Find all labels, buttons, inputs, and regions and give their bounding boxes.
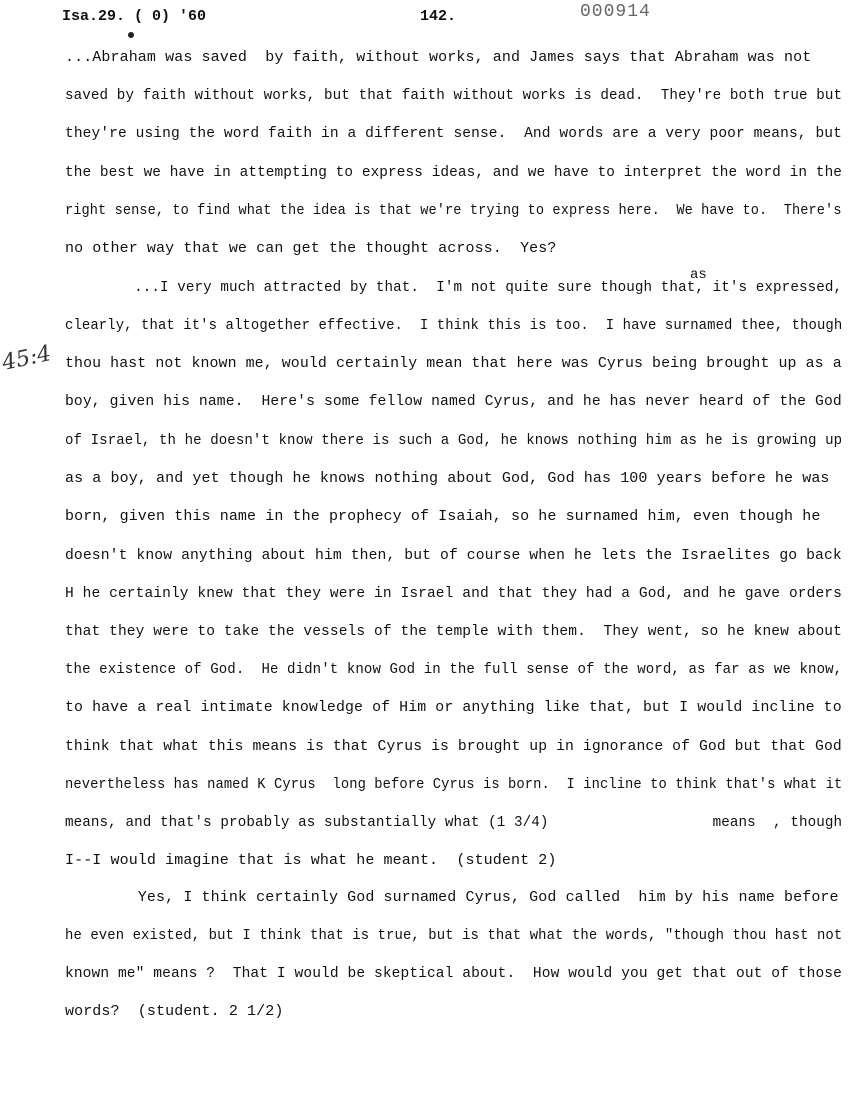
handwritten-insertion: as: [690, 267, 707, 283]
text-line: of Israel, th he doesn't know there is such a God, he knows nothing him as he is growing up: [65, 432, 843, 449]
document-reference: Isa.29. ( 0) '60: [62, 8, 207, 25]
text-line: ...I very much attracted by that. I'm not quite sure though that, it's expressed,: [65, 279, 843, 296]
page-number: 142.: [420, 8, 457, 25]
text-line: as a boy, and yet though he knows nothing about God, God has 100 years before he was: [65, 470, 830, 487]
text-line: boy, given his name. Here's some fellow named Cyrus, and he has never heard of the God: [65, 393, 842, 410]
text-line: thou hast not known me, would certainly mean that here was Cyrus being brought up as a: [65, 355, 842, 372]
ink-mark: [127, 31, 135, 39]
text-line: nevertheless has named K Cyrus long before Cyrus is born. I incline to think that's what it: [65, 776, 843, 793]
text-line: born, given this name in the prophecy of Isaiah, so he surnamed him, even though he: [65, 508, 821, 525]
text-line: clearly, that it's altogether effective. I think this is too. I have surnamed thee, though: [65, 317, 843, 334]
text-line: words? (student. 2 1/2): [65, 1003, 284, 1020]
text-line: the best we have in attempting to express ideas, and we have to interpret the word in the: [65, 164, 843, 181]
text-line: he even existed, but I think that is true, but is that what the words, "though thou hast not: [65, 927, 843, 944]
text-line: ...Abraham was saved by faith, without works, and James says that Abraham was not: [65, 49, 812, 66]
text-line: I--I would imagine that is what he meant. (student 2): [65, 852, 557, 869]
archive-stamp-number: 000914: [580, 2, 651, 22]
text-line: they're using the word faith in a different sense. And words are a very poor means, but: [65, 125, 842, 142]
text-line: doesn't know anything about him then, but of course when he lets the Israelites go back: [65, 547, 842, 564]
text-line: think that what this means is that Cyrus is brought up in ignorance of God but that God: [65, 738, 842, 755]
text-line: means, and that's probably as substantially what (1 3/4) means , though: [65, 814, 843, 831]
margin-annotation: 45:4: [0, 341, 54, 376]
text-line: the existence of God. He didn't know God in the full sense of the word, as far as we know,: [65, 661, 843, 678]
text-line: no other way that we can get the thought across. Yes?: [65, 240, 557, 257]
text-line: saved by faith without works, but that faith without works is dead. They're both true but: [65, 87, 843, 104]
text-line: right sense, to find what the idea is that we're trying to express here. We have to. There's: [65, 202, 842, 219]
text-line: Yes, I think certainly God surnamed Cyrus, God called him by his name before: [65, 889, 839, 906]
text-line: known me" means ? That I would be skeptical about. How would you get that out of those: [65, 965, 842, 982]
text-line: that they were to take the vessels of the temple with them. They went, so he knew about: [65, 623, 842, 640]
text-line: H he certainly knew that they were in Israel and that they had a God, and he gave orders: [65, 585, 842, 602]
text-line: to have a real intimate knowledge of Him or anything like that, but I would incline to: [65, 699, 842, 716]
